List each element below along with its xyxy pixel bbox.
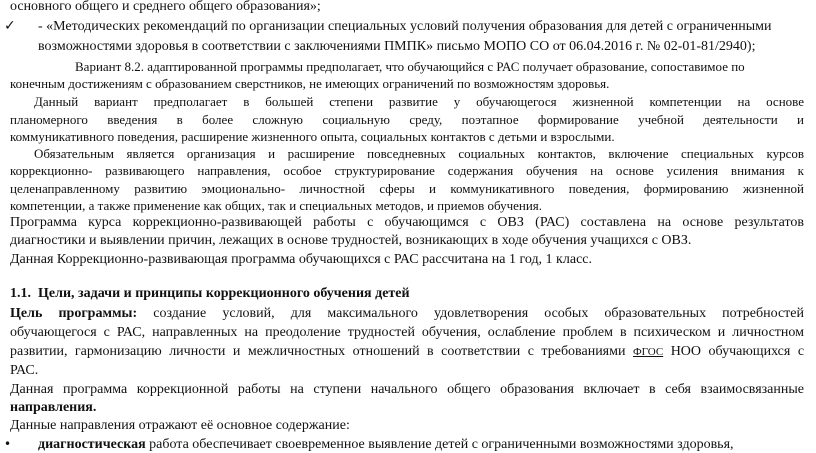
text-line: Данная Коррекционно-развивающая программа обучающихся с РАС рассчитана на 1 год, 1 класс. [10, 252, 592, 267]
text-line: коммуникативного поведения, расширение жизненного опыта, социальных контактов с детьми и взрослыми. [10, 129, 615, 144]
text-line: Данные направления отражают её основное содержание: [10, 418, 350, 433]
text-line: обучающегося с РАС, направленных на преодоление трудностей обучения, ослабление проблем в психическом и личностном [10, 325, 804, 340]
text-line: компетенции, а также применение как общих, так и специальных методов, и приемов обучения. [10, 198, 543, 213]
text-line: направления. [10, 400, 97, 415]
section-heading [10, 285, 410, 302]
text-line: Цель программы: создание условий, для максимального удовлетворения особых образовательных потребностей [10, 306, 804, 321]
check-icon: ✓ [4, 18, 16, 34]
text-line: Данный вариант предполагает в большей степени развитие у обучающегося жизненной компетенции на основе [34, 94, 804, 109]
text-line: конечным достижениям с образованием сверстников, не имеющих ограничений по возможностям здоровья. [10, 76, 610, 91]
text-line: Обязательным является организация и расширение повседневных социальных контактов, включение специальных курсов [34, 146, 804, 161]
text-line: - «Методических рекомендаций по организации специальных условий получения образования для детей с ограниченными [38, 19, 772, 34]
text-line: планомерного введения в более сложную социальную среду, поэтапное формирование учебной деятельности и [10, 112, 804, 127]
text-line: коррекционно- развивающего направления, особое структурирование содержания обучения на основе усиления внимания к [10, 163, 804, 178]
text-line: Данная программа коррекционной работы на ступени начального общего образования включает в себя взаимосвязанные [10, 382, 804, 397]
text-line: Вариант 8.2. адаптированной программы предполагает, что обучающийся с РАС получает образование, сопоставимое по [75, 59, 745, 74]
section-number: 1.1. [10, 286, 31, 301]
goal-label: Цель программы: [10, 306, 138, 321]
text-line: развитии, гармонизацию личности и межличностных отношений в соответствии с требованиями ФГОС НОО обучающихся с [10, 344, 805, 359]
text-line: возможностями здоровья в соответствии с заключениями ПМПК» письмо МОПО СО от 06.04.2016 г. № 02-01-81/2940); [38, 39, 756, 54]
list-item: диагностическая работа обеспечивает своевременное выявление детей с ограниченными возможностями здоровья, [38, 437, 734, 452]
text-line: Программа курса коррекционно-развивающей работы с обучающимся с ОВЗ (РАС) составлена на основе результатов [10, 215, 804, 230]
bullet-icon: • [4, 437, 12, 451]
text-line: РАС. [10, 363, 39, 378]
text-line: основного общего и среднего общего образования»; [10, 0, 321, 14]
text-line: диагностики и выявлении причин, лежащих в основе трудностей, возникающих в ходе обучения учащихся с ОВЗ. [10, 233, 692, 248]
section-title: Цели, задачи и принципы коррекционного обучения детей [38, 286, 410, 301]
fgos-link[interactable]: ФГОС [632, 346, 664, 358]
text-line: целенаправленному развитию эмоционально- личностной сферы и коммуникативного поведения, формированию жизненной [10, 181, 804, 196]
